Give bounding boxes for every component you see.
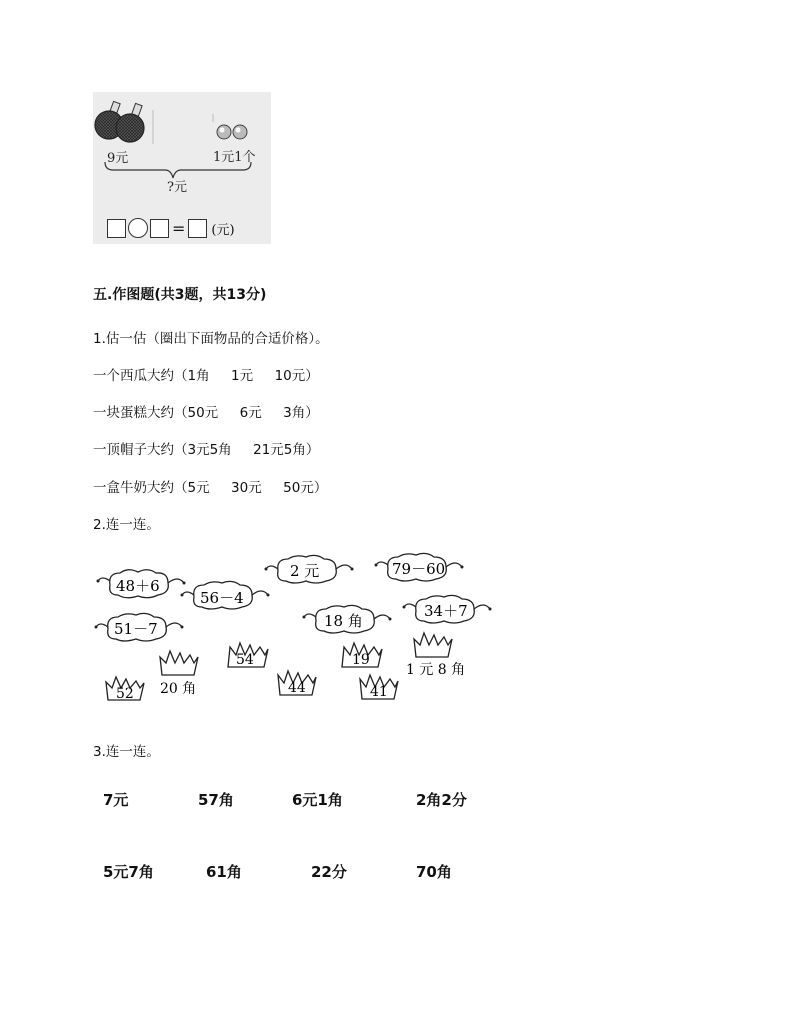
q1-item[interactable]: 一盒牛奶大约（5元 30元 50元） xyxy=(93,480,328,496)
q3-top-item[interactable]: 6元1角 xyxy=(292,791,343,809)
q2-matching-area xyxy=(90,545,510,715)
q3-bottom-item[interactable]: 22分 xyxy=(311,863,347,881)
cloud-label: 2 元 xyxy=(290,562,320,580)
answer-box[interactable] xyxy=(188,219,207,238)
plain-value-label: 20 角 xyxy=(160,681,197,697)
grass-label: 54 xyxy=(236,652,254,668)
q2-prompt: 2.连一连。 xyxy=(93,517,160,533)
q3-top-item[interactable]: 7元 xyxy=(103,791,129,809)
plain-value-label: 1 元 8 角 xyxy=(406,662,466,678)
cloud-label: 34＋7 xyxy=(424,602,468,620)
right-price-label: 1元1个 xyxy=(213,150,256,165)
section-title: 五.作图题(共3题，共13分) xyxy=(93,287,267,303)
cloud-label: 48＋6 xyxy=(116,577,160,595)
q3-bottom-item[interactable]: 5元7角 xyxy=(103,863,154,881)
cloud-label: 79－60 xyxy=(392,560,446,578)
ball-icon xyxy=(233,125,247,139)
equals-sign: = xyxy=(172,218,186,238)
operator-circle[interactable] xyxy=(128,218,148,238)
q3-bottom-item[interactable]: 61角 xyxy=(206,863,242,881)
total-price-label: ?元 xyxy=(167,180,187,195)
cloud-label: 18 角 xyxy=(324,612,363,630)
equation-blanks xyxy=(107,217,235,239)
grass-label: 19 xyxy=(352,652,370,668)
q3-top-item[interactable]: 2角2分 xyxy=(416,791,467,809)
q1-item[interactable]: 一顶帽子大约（3元5角 21元5角） xyxy=(93,442,320,458)
cloud-label: 56－4 xyxy=(200,589,244,607)
ball-icon xyxy=(217,125,231,139)
equation-unit: (元) xyxy=(211,222,235,238)
grass-label: 44 xyxy=(288,680,306,696)
q3-bottom-item[interactable]: 70角 xyxy=(416,863,452,881)
grass-shape xyxy=(160,651,198,675)
q3-prompt: 3.连一连。 xyxy=(93,744,160,760)
grass-label: 52 xyxy=(116,686,134,702)
grass-shape xyxy=(414,633,452,657)
racket-icon xyxy=(116,103,144,142)
cloud-label: 51－7 xyxy=(114,620,158,638)
answer-box[interactable] xyxy=(150,219,169,238)
q3-top-item[interactable]: 57角 xyxy=(198,791,234,809)
left-price-label: 9元 xyxy=(107,151,129,166)
grass-label: 41 xyxy=(370,684,388,700)
q1-prompt: 1.估一估（圈出下面物品的合适价格）。 xyxy=(93,331,329,347)
q1-item[interactable]: 一块蛋糕大约（50元 6元 3角） xyxy=(93,405,319,421)
q1-item[interactable]: 一个西瓜大约（1角 1元 10元） xyxy=(93,368,319,384)
answer-box[interactable] xyxy=(107,219,126,238)
